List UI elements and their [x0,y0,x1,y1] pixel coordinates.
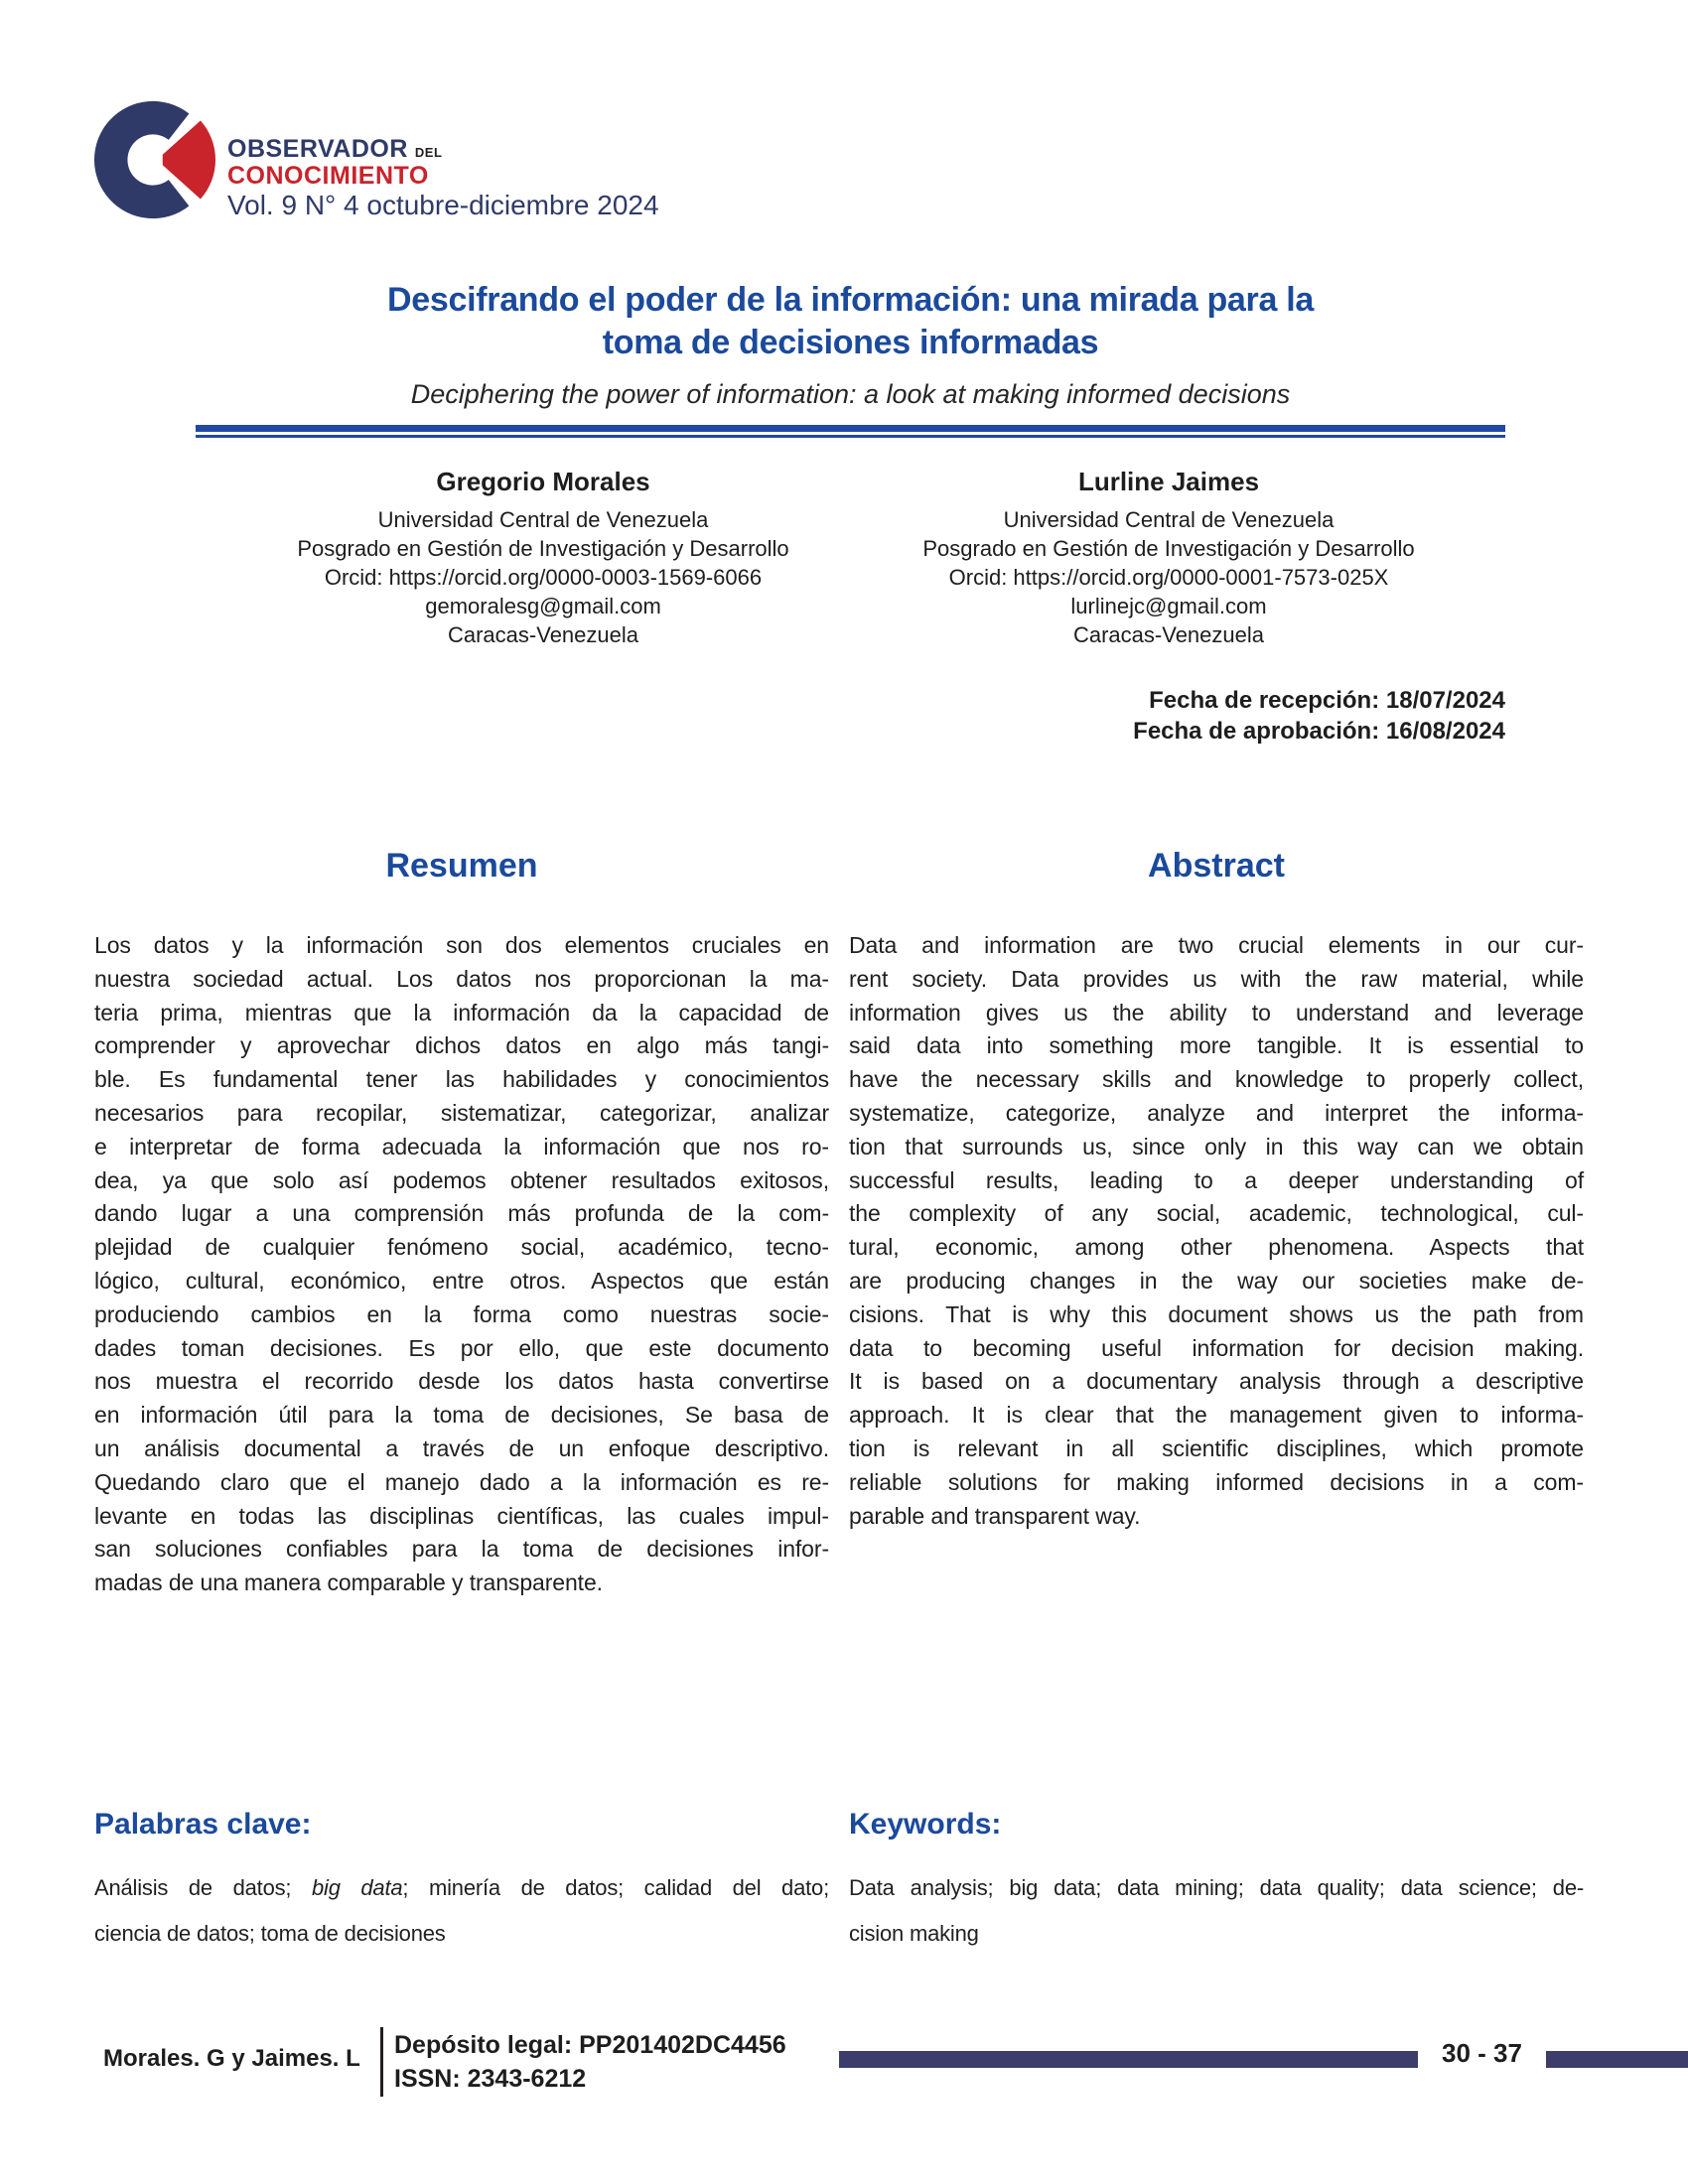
footer-deposito-legal: Depósito legal: PP201402DC4456 [394,2031,786,2059]
footer-issn: ISSN: 2343-6212 [394,2065,587,2093]
palabras-clave-heading: Palabras clave: [94,1808,312,1841]
author-name: Lurline Jaimes [1077,467,1260,496]
footer-legal-block [394,2028,786,2096]
article-title-en: Deciphering the power of information: a look at making informed decisions [410,379,1291,409]
observador-conocimiento-logo-icon [91,96,218,228]
keywords-section [849,1807,1584,1957]
author-department: Posgrado en Gestión de Investigación y Desarrollo [297,536,789,561]
footer-bar-left [839,2051,1418,2068]
footer-running-authors: Morales. G y Jaimes. L [103,2045,360,2072]
journal-volume: Vol. 9 N° 4 octubre-diciembre 2024 [227,190,659,220]
article-title-es: Descifrando el poder de la información: una mirada para la toma de decisiones informadas [387,281,1314,361]
author-affiliation: Universidad Central de Venezuela [377,507,709,532]
footer-divider [380,2027,383,2097]
author-orcid: Orcid: https://orcid.org/0000-0003-1569-6066 [324,565,763,590]
palabras-clave-section [94,1807,829,1957]
title-divider [196,425,1505,438]
author-email: gemoralesg@gmail.com [425,594,661,618]
abstract-body: Data and information are two crucial elements in our cur- rent society. Data provides us with the raw material, while information gives us the ability to understand and leverage said data into something more tangible. It is essential to have the necessary skills and knowledge to properly collect, systematize, categorize, analyze and interpret the informa- tion that surrounds us, since only in this way can we obtain successful results, leading to a deeper understanding of the complexity of any social, academic, technological, cul- tural, economic, among other phenomena. Aspects that are producing changes in the way our societies make de- cisions. That is why this document shows us the path from data to becoming useful information for decision making. It is based on a documentary analysis through a descriptive approach. It is clear that the management given to informa- tion is relevant in all scientific disciplines, which promote reliable solutions for making informed decisions in a com- parable and transparent way. [849,932,1584,1529]
journal-name-del: DEL [414,145,443,160]
abstract-heading: Abstract [1148,847,1285,885]
journal-name-line1: OBSERVADOR DEL [227,135,443,163]
author-affiliation: Universidad Central de Venezuela [1003,507,1335,532]
author-orcid: Orcid: https://orcid.org/0000-0001-7573-025X [948,565,1389,590]
reception-date: Fecha de recepción: 18/07/2024 [1149,687,1505,714]
resumen-heading: Resumen [385,847,538,885]
journal-masthead [227,135,659,222]
palabras-clave-body: Análisis de datos; big data; minería de datos; calidad del dato; ciencia de datos; toma de decisiones [94,1875,829,1946]
resumen-body: Los datos y la información son dos elementos cruciales en nuestra sociedad actual. Los datos nos proporcionan la ma- teria prima, mientras que la información da la capacidad de comprender y aprovechar dichos datos en algo más tangi- ble. Es fundamental tener las habilidades y conocimientos necesarios para recopilar, sistematizar, categorizar, analizar e interpretar de forma adecuada la información que nos ro- dea, ya que solo así podemos obtener resultados exitosos, dando lugar a una comprensión más profunda de la com- plejidad de cualquier fenómeno social, académico, tecno- lógico, cultural, económico, entre otros. Aspectos que están produciendo cambios en la forma como nuestras socie- dades toman decisiones. Es por ello, que este documento nos muestra el recorrido desde los datos hasta convertirse en información útil para la toma de decisiones, Se basa de un análisis documental a través de un enfoque descriptivo. Quedando claro que el manejo dado a la información es re- levante en todas las disciplinas científicas, las cuales impul- san soluciones confiables para la toma de decisiones infor- madas de una manera comparable y transparente. [94,932,829,1596]
keywords-body: Data analysis; big data; data mining; data quality; data science; de- cision making [849,1875,1584,1946]
journal-name-line2: CONOCIMIENTO [227,162,429,190]
page-range: 30 - 37 [1442,2038,1522,2068]
author-department: Posgrado en Gestión de Investigación y Desarrollo [922,536,1415,561]
author-email: lurlinejc@gmail.com [1070,594,1267,618]
author-location: Caracas-Venezuela [1072,622,1264,647]
footer-bar-right [1546,2051,1688,2068]
author-block-2 [861,467,1477,649]
author-name: Gregorio Morales [436,467,650,496]
submission-dates [1133,685,1505,747]
author-block-1 [235,467,851,649]
approval-date: Fecha de aprobación: 16/08/2024 [1133,718,1505,745]
author-location: Caracas-Venezuela [447,622,638,647]
keywords-heading: Keywords: [849,1808,1002,1841]
